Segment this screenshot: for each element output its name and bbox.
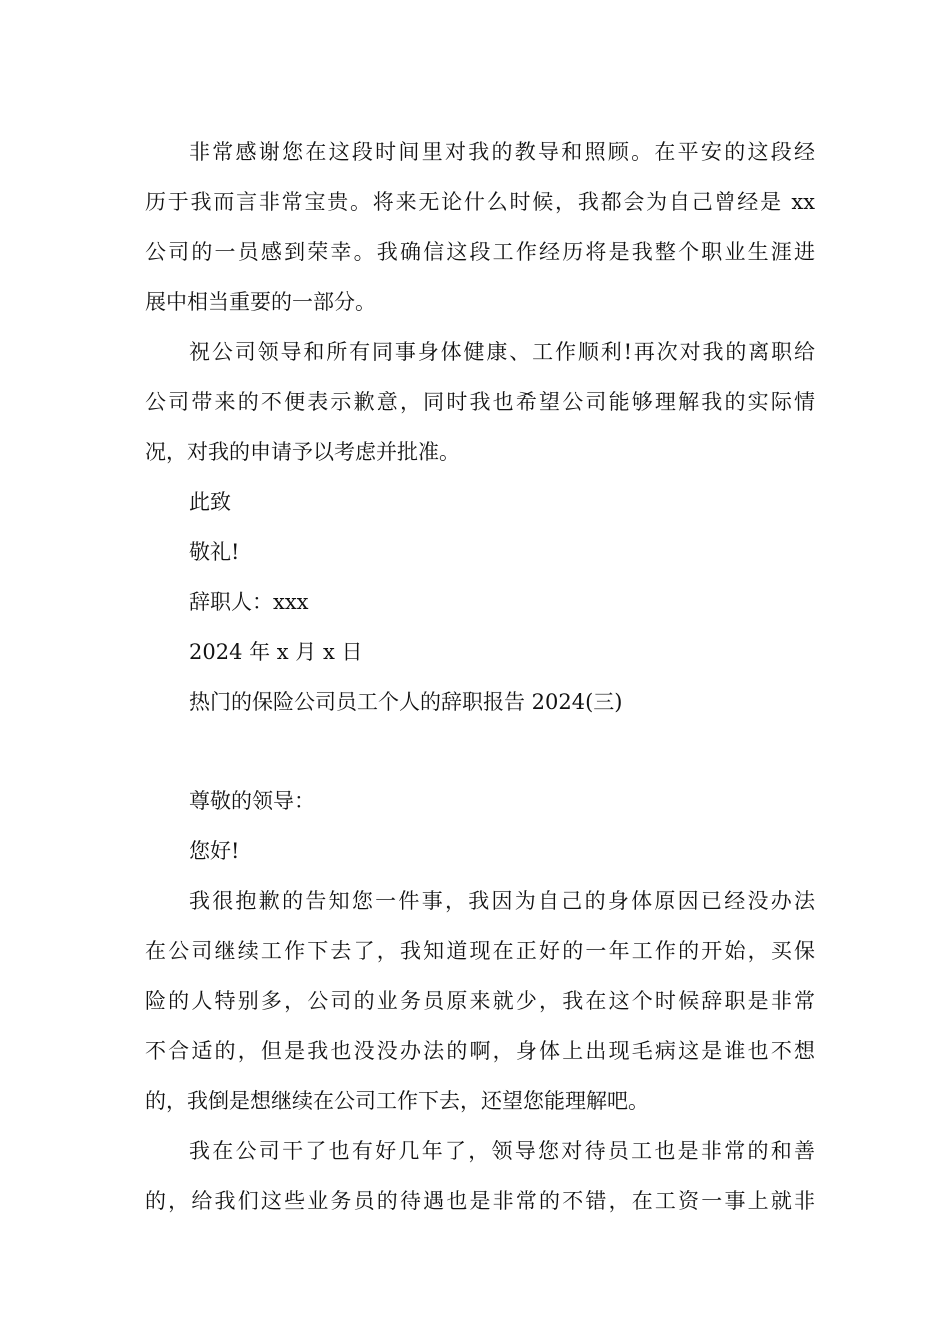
text-line: 在公司继续工作下去了，我知道现在正好的一年工作的开始，买保 <box>145 939 815 963</box>
text-line: 祝公司领导和所有同事身体健康、工作顺利!再次对我的离职给 <box>189 340 815 364</box>
salutation: 尊敬的领导： <box>189 789 315 813</box>
text-line: 展中相当重要的一部分。 <box>145 290 376 314</box>
section-title: 热门的保险公司员工个人的辞职报告 2024(三) <box>189 690 623 714</box>
signer-line: 辞职人：xxx <box>189 590 309 614</box>
text-line: 况，对我的申请予以考虑并批准。 <box>145 440 460 464</box>
text-line: 我很抱歉的告知您一件事，我因为自己的身体原因已经没办法 <box>189 889 815 913</box>
text-line: 公司带来的不便表示歉意，同时我也希望公司能够理解我的实际情 <box>145 390 815 414</box>
text-line: 险的人特别多，公司的业务员原来就少，我在这个时候辞职是非常 <box>145 989 815 1013</box>
text-line: 不合适的，但是我也没没办法的啊，身体上出现毛病这是谁也不想 <box>145 1039 815 1063</box>
text-line: 的，我倒是想继续在公司工作下去，还望您能理解吧。 <box>145 1089 649 1113</box>
text-line: 的，给我们这些业务员的待遇也是非常的不错，在工资一事上就非 <box>145 1189 815 1213</box>
text-line: 我在公司干了也有好几年了，领导您对待员工也是非常的和善 <box>189 1139 815 1163</box>
closing-salute: 此致 <box>189 490 231 514</box>
date-line: 2024 年 x 月 x 日 <box>189 640 363 664</box>
text-line: 历于我而言非常宝贵。将来无论什么时候，我都会为自己曾经是 xx <box>145 190 815 214</box>
greeting: 您好! <box>189 839 240 863</box>
text-line: 公司的一员感到荣幸。我确信这段工作经历将是我整个职业生涯进 <box>145 240 815 264</box>
text-line: 非常感谢您在这段时间里对我的教导和照顾。在平安的这段经 <box>189 140 815 164</box>
closing-regards: 敬礼! <box>189 540 240 564</box>
